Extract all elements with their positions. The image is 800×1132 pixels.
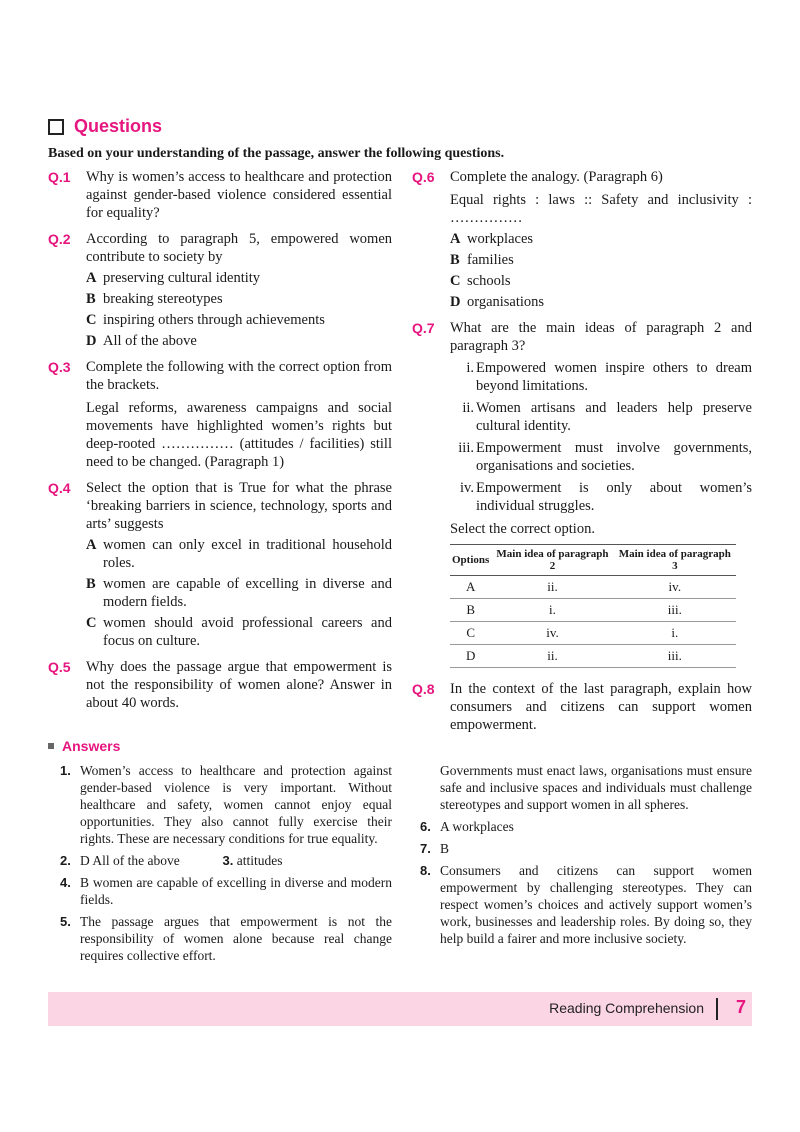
answer-4 bbox=[60, 874, 392, 908]
question-1 bbox=[48, 168, 392, 222]
questions-left-column bbox=[48, 168, 392, 720]
option bbox=[450, 230, 752, 248]
checkbox-square-icon bbox=[48, 119, 64, 135]
footer-divider bbox=[716, 998, 718, 1020]
answers-left-column bbox=[60, 762, 392, 969]
bullet-square-icon bbox=[48, 743, 54, 749]
option-letter: B bbox=[450, 252, 460, 268]
option bbox=[450, 272, 752, 290]
option bbox=[86, 536, 392, 572]
answer-number: 8. bbox=[420, 863, 431, 878]
option-text: schools bbox=[467, 273, 511, 289]
option bbox=[86, 269, 392, 287]
answer-number: 7. bbox=[420, 841, 431, 856]
option-letter: D bbox=[86, 333, 97, 349]
option bbox=[450, 251, 752, 269]
table-cell: B bbox=[450, 599, 491, 622]
table-cell: iii. bbox=[614, 645, 736, 668]
option-letter: C bbox=[86, 615, 97, 631]
option bbox=[86, 311, 392, 329]
option-letter: C bbox=[450, 273, 461, 289]
table-cell: ii. bbox=[491, 645, 613, 668]
answer-text: Consumers and citizens can support women empowerment by challenging stereotypes. They can respect women’s choices and actively support women’s work, businesses and leadership roles. By doing so, they help build a fairer and more inclusive society. bbox=[440, 863, 752, 946]
question-number: Q.5 bbox=[48, 659, 71, 675]
main-idea-item bbox=[450, 359, 752, 395]
question-text: What are the main ideas of paragraph 2 and paragraph 3? bbox=[450, 320, 752, 354]
page-footer bbox=[48, 992, 752, 1026]
answer-text: Women’s access to healthcare and protection against gender-based violence is very important. Without healthcare and safety, women cannot enjoy equal opportunities. They also cannot fully exercise their rights. These are necessary conditions for true equality. bbox=[80, 763, 392, 846]
roman-numeral: iii. bbox=[458, 440, 474, 456]
table-row bbox=[450, 622, 736, 645]
answer-number: 4. bbox=[60, 875, 71, 890]
option-letter: A bbox=[450, 231, 461, 247]
answer-7 bbox=[420, 840, 752, 857]
option bbox=[86, 575, 392, 611]
analogy-text: Equal rights : laws :: Safety and inclusivity : …………… bbox=[450, 192, 752, 226]
option bbox=[86, 614, 392, 650]
option-text: families bbox=[467, 252, 514, 268]
question-text: In the context of the last paragraph, explain how consumers and citizens can support women empowerment. bbox=[450, 681, 752, 733]
table-cell: iii. bbox=[614, 599, 736, 622]
option bbox=[86, 290, 392, 308]
table-row bbox=[450, 599, 736, 622]
option-text: women should avoid professional careers and focus on culture. bbox=[103, 615, 392, 649]
question-number: Q.3 bbox=[48, 359, 71, 375]
answer-number: 5. bbox=[60, 914, 71, 929]
answer-text: The passage argues that empowerment is not the responsibility of women alone because real change requires collective effort. bbox=[80, 914, 392, 963]
questions-right-column bbox=[412, 168, 752, 742]
answer-number: 2. bbox=[60, 853, 71, 868]
table-cell: ii. bbox=[491, 576, 613, 599]
question-6 bbox=[412, 168, 752, 311]
roman-numeral: ii. bbox=[462, 400, 474, 416]
option-text: breaking stereotypes bbox=[103, 291, 223, 307]
question-text: Select the option that is True for what the phrase ‘breaking barriers in science, technology, sports and arts’ suggests bbox=[86, 480, 392, 532]
table-row bbox=[450, 645, 736, 668]
option-text: women can only excel in traditional household roles. bbox=[103, 537, 392, 571]
table-header: Main idea of paragraph 3 bbox=[614, 545, 736, 576]
answer-2-3 bbox=[60, 852, 392, 869]
question-7 bbox=[412, 319, 752, 668]
answers-title: Answers bbox=[62, 738, 121, 754]
options-table bbox=[450, 544, 736, 668]
table-cell: iv. bbox=[614, 576, 736, 599]
question-number: Q.7 bbox=[412, 320, 435, 336]
question-number: Q.1 bbox=[48, 169, 71, 185]
table-cell: iv. bbox=[491, 622, 613, 645]
question-text: Complete the following with the correct option from the brackets. bbox=[86, 359, 392, 393]
select-instruction: Select the correct option. bbox=[450, 521, 595, 537]
option-letter: C bbox=[86, 312, 97, 328]
question-number: Q.2 bbox=[48, 231, 71, 247]
roman-numeral: i. bbox=[466, 360, 474, 376]
question-passage: Legal reforms, awareness campaigns and social movements have highlighted women’s rights but deep-rooted …………… (attitudes / facilities) still need to be changed. (Paragraph 1) bbox=[86, 400, 392, 470]
option-letter: B bbox=[86, 291, 96, 307]
question-3 bbox=[48, 358, 392, 471]
idea-text: Empowerment must involve governments, organisations and societies. bbox=[476, 440, 752, 474]
question-number: Q.4 bbox=[48, 480, 71, 496]
option-text: preserving cultural identity bbox=[103, 270, 261, 286]
answer-text: attitudes bbox=[236, 853, 283, 868]
option-letter: A bbox=[86, 270, 97, 286]
question-number: Q.8 bbox=[412, 681, 435, 697]
option-text: All of the above bbox=[103, 333, 197, 349]
answers-right-column bbox=[420, 762, 752, 952]
answer-number: 3. bbox=[222, 853, 234, 868]
questions-title: Questions bbox=[74, 116, 163, 136]
table-cell: i. bbox=[614, 622, 736, 645]
question-text: Why does the passage argue that empowerment is not the responsibility of women alone? Answer in about 40 words. bbox=[86, 659, 392, 711]
main-idea-item bbox=[450, 439, 752, 475]
answer-text: D All of the above bbox=[80, 853, 180, 868]
main-idea-item bbox=[450, 399, 752, 435]
questions-intro: Based on your understanding of the passage, answer the following questions. bbox=[48, 146, 505, 161]
option bbox=[86, 332, 392, 350]
answer-text: A workplaces bbox=[440, 819, 514, 834]
question-8 bbox=[412, 680, 752, 734]
table-row bbox=[450, 576, 736, 599]
table-cell: A bbox=[450, 576, 491, 599]
roman-numeral: iv. bbox=[460, 480, 474, 496]
question-text: Complete the analogy. (Paragraph 6) bbox=[450, 169, 663, 185]
answer-text: B bbox=[440, 841, 450, 856]
answer-5 bbox=[60, 913, 392, 964]
table-header: Options bbox=[450, 545, 491, 576]
option-letter: D bbox=[450, 294, 461, 310]
question-2 bbox=[48, 230, 392, 350]
question-text: Why is women’s access to healthcare and protection against gender-based violence considered essential for equality? bbox=[86, 169, 392, 221]
option-text: inspiring others through achievements bbox=[103, 312, 325, 328]
option-letter: B bbox=[86, 576, 96, 592]
table-cell: D bbox=[450, 645, 491, 668]
option-text: women are capable of excelling in diverse and modern fields. bbox=[103, 576, 392, 610]
main-idea-item bbox=[450, 479, 752, 515]
table-header: Main idea of paragraph 2 bbox=[491, 545, 613, 576]
question-5 bbox=[48, 658, 392, 712]
table-cell: i. bbox=[491, 599, 613, 622]
section-title: Reading Comprehension bbox=[549, 1000, 704, 1016]
page-number: 7 bbox=[735, 997, 746, 1017]
answer-6 bbox=[420, 818, 752, 835]
option-text: workplaces bbox=[467, 231, 534, 247]
answers-heading bbox=[48, 738, 120, 754]
idea-text: Empowerment is only about women’s individual struggles. bbox=[476, 480, 752, 514]
questions-heading bbox=[48, 116, 162, 137]
option-letter: A bbox=[86, 537, 97, 553]
question-number: Q.6 bbox=[412, 169, 435, 185]
option bbox=[450, 293, 752, 311]
answer-5-continued: Governments must enact laws, organisations must ensure safe and inclusive spaces and individuals must challenge stereotypes and support women in all spheres. bbox=[440, 763, 752, 812]
answer-text: B women are capable of excelling in diverse and modern fields. bbox=[80, 875, 392, 907]
answer-number: 6. bbox=[420, 819, 431, 834]
answer-number: 1. bbox=[60, 763, 71, 778]
option-text: organisations bbox=[467, 294, 545, 310]
answer-8 bbox=[420, 862, 752, 947]
idea-text: Empowered women inspire others to dream beyond limitations. bbox=[476, 360, 752, 394]
table-header-row bbox=[450, 545, 736, 576]
table-cell: C bbox=[450, 622, 491, 645]
question-text: According to paragraph 5, empowered women contribute to society by bbox=[86, 231, 392, 265]
answer-1 bbox=[60, 762, 392, 847]
idea-text: Women artisans and leaders help preserve cultural identity. bbox=[476, 400, 752, 434]
question-4 bbox=[48, 479, 392, 650]
